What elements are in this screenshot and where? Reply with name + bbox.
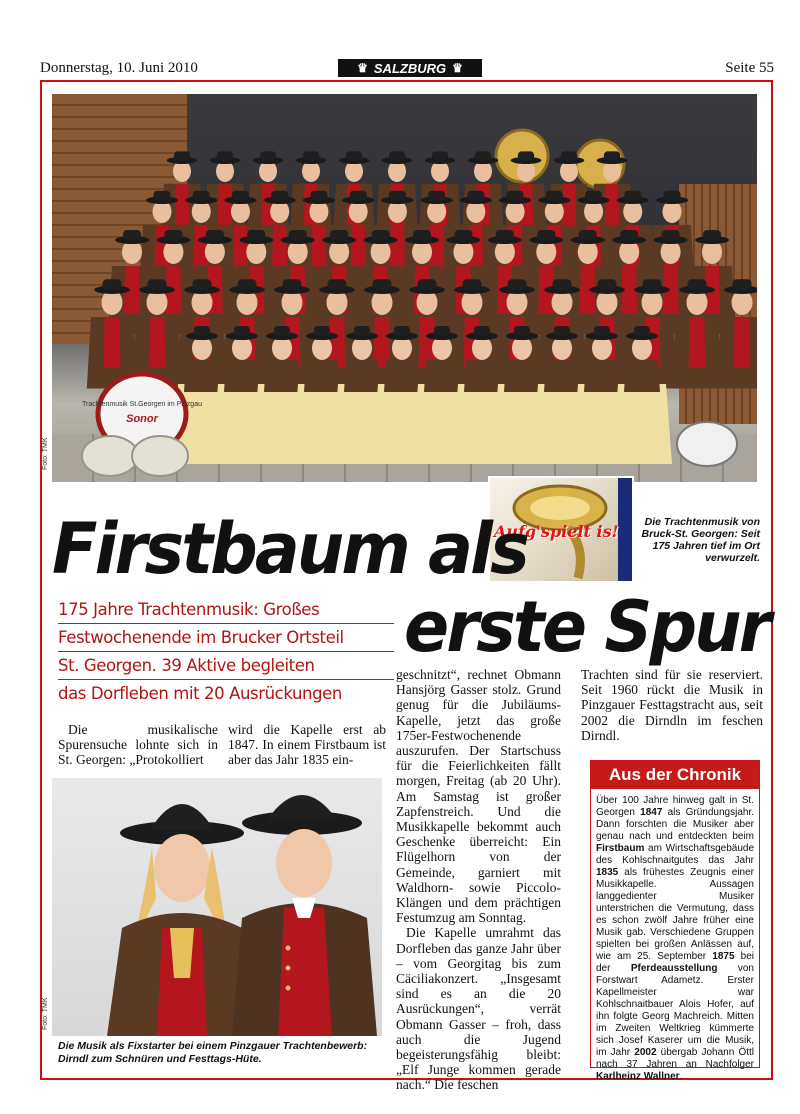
chronik-run: . <box>679 1071 683 1082</box>
photo-credit: Foto: TMK <box>42 997 49 1030</box>
article-paragraph: geschnitzt“, rechnet Obmann Hansjörg Gasser stolz. Grund genug für die Jubiläums-Kapelle, jetzt das große 175er-Festwochenende auszurufen. Der Startschuss für die Feierlichkeiten fällt morgen, Freitag (ab 20 Uhr). Am Samstag ist großer Zapfenstreich. Und die Musikkapelle bekommt auch Geschenke überreicht: Ein Flügelhorn von der Gemeinde, garniert mit Waldhorn- sowie Piccolo-Klängen und dem prächtigen Festumzug am Sonntag. <box>396 667 561 926</box>
section-name: SALZBURG <box>373 60 447 76</box>
chronik-text <box>596 795 754 1083</box>
article-column-3 <box>396 667 561 1093</box>
chronik-run: am Wirtschaftsgebäude des Kohlschnaitgutes das Jahr <box>596 843 754 866</box>
cymbal <box>132 436 188 476</box>
chronik-run: als frühestes Zeugnis einer Musikkapelle. Aussagen langgedienter Musiker unterstrichen die Vermutung, dass es schon zwölf Jahre früher eine Musik gab. Verschiedene Gruppen spielten bei großen Anlässen auf, wie am 25. September <box>596 867 754 962</box>
subheadline-line: 175 Jahre Trachtenmusik: Großes <box>58 596 394 624</box>
band-group-photo <box>52 94 757 482</box>
drum-label: Trachtenmusik St.Georgen im Pinzgau <box>82 401 202 408</box>
subheadline-line: das Dorfleben mit 20 Ausrückungen <box>58 684 342 703</box>
chronik-highlight: Karlheinz Wallner <box>596 1071 680 1082</box>
article-column-2 <box>228 722 386 768</box>
crown-icon: ♛ <box>357 61 368 75</box>
page-number: Seite 55 <box>725 60 774 76</box>
issue-date: Donnerstag, 10. Juni 2010 <box>40 60 198 76</box>
chronik-highlight: 1847 <box>640 807 663 818</box>
chronik-run: von Forstwart Adametz. Erster Kapellmeister war Kohlschnaitbauer Alois Hofer, auf ihn folgte Georg Machreich. Mitten im Zweiten Weltkrieg kümmerte sich Josef Kaserer um die Musik, im Jahr <box>596 963 754 1058</box>
crown-icon: ♛ <box>452 61 463 75</box>
subheadline-line: St. Georgen. 39 Aktive begleiten <box>58 652 394 680</box>
inset-color-bar <box>618 478 632 581</box>
headline-line-2: erste Spur <box>404 586 769 668</box>
chronik-run: bei der <box>596 951 754 974</box>
chronik-title: Aus der Chronik <box>591 761 759 789</box>
band-illustration <box>52 94 757 482</box>
chronik-highlight: 1835 <box>596 867 619 878</box>
chronik-run: Über 100 Jahre hinweg galt in St. Georgen <box>596 795 754 818</box>
photo-credit: Foto: TMK <box>42 437 49 470</box>
inset-slogan: Aufg'spielt is! <box>494 522 619 541</box>
chronik-run: übergab Johann Öttl nach 37 Jahren an Nachfolger <box>596 1047 754 1070</box>
chronik-highlight: Firstbaum <box>596 843 645 854</box>
snare-drum <box>677 422 737 466</box>
chronik-highlight: 2002 <box>634 1047 657 1058</box>
drum-brand: Sonor <box>126 413 158 425</box>
couple-illustration <box>52 778 382 1036</box>
chronik-highlight: 1875 <box>712 951 735 962</box>
article-paragraph: Trachten sind für sie reserviert. Seit 1960 rückt die Musik in Pinzgauer Festtagstracht aus, seit 2002 die Dirndln im feschen Dirndl. <box>581 667 763 743</box>
headline-line-1: Firstbaum als <box>52 508 527 590</box>
subheadline <box>58 596 394 707</box>
article-column-4 <box>581 667 763 743</box>
article-paragraph: Die musikalische Spurensuche lohnte sich in St. Georgen: „Protokolliert <box>58 722 218 768</box>
cymbal <box>82 436 138 476</box>
section-logo <box>338 59 482 77</box>
article-column-1 <box>58 722 218 768</box>
subheadline-line: Festwochenende im Brucker Ortsteil <box>58 624 394 652</box>
couple-caption: Die Musik als Fixstarter bei einem Pinzgauer Trachtenbewerb: Dirndl zum Schnüren und Festtags-Hüte. <box>58 1040 368 1065</box>
chronik-box <box>590 760 760 1082</box>
article-paragraph: wird die Kapelle erst ab 1847. In einem Firstbaum ist aber das Jahr 1835 ein- <box>228 722 386 768</box>
chronik-highlight: Pferdeausstellung <box>630 963 718 974</box>
article-paragraph: Die Kapelle umrahmt das Dorfleben das ganze Jahr über – vom Georgitag bis zum Cäciliakonzert. „Insgesamt sind es an die 20 Ausrückungen“, verrät Obmann Gasser – froh, dass auch die Jugend begeisterungsfähig bleibt: „Elf Junge kommen gerade nach.“ Die feschen <box>396 925 561 1093</box>
couple-photo <box>52 778 382 1036</box>
page-header <box>0 0 800 78</box>
chronik-run: als Gründungsjahr. Dann forschten die Musiker aber genau nach und entdeckten beim <box>596 807 754 842</box>
inset-caption: Die Trachtenmusik von Bruck-St. Georgen: Seit 175 Jahren tief im Ort verwurzelt. <box>641 516 760 564</box>
